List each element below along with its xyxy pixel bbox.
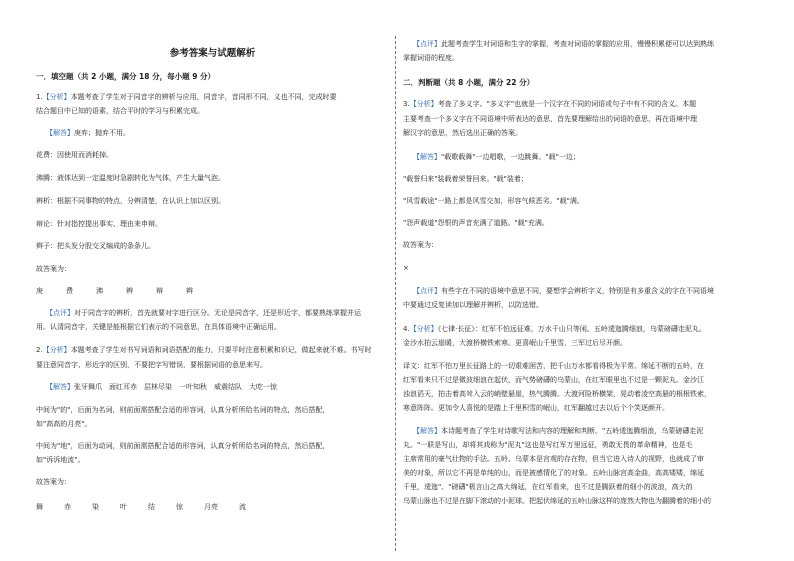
- q1-answer-item: 辫: [186, 287, 193, 295]
- q4-answer-text-1: 本诗题考查了学生对诗歌写法和内容的理解和判断。"五岭逶迤腾细浪，乌蒙磅礴走泥: [441, 427, 704, 435]
- q2-analysis-tag: 【分析】: [42, 346, 71, 354]
- section-true-false-heading: 二．判断题（共 8 小题，满分 22 分）: [403, 78, 535, 87]
- q2-mid-1a: 中间为"的"，后面为名词，则前面需搭配合适的形容词，认真分析所给名词的特点，然后搭配，: [36, 406, 330, 414]
- q2-answer-item: 叶: [120, 503, 127, 511]
- q1-analysis-line-1: [36, 93, 389, 102]
- q4-analysis-line-2: 金沙水拍云崖暖，大渡桥横铁索寒。更喜岷山千里雪，三军过后尽开颜。: [403, 339, 627, 347]
- q2-answer-item: 结: [148, 503, 155, 511]
- top-comment-line-2: 掌握词语的程度。: [403, 54, 459, 62]
- q3-analysis-text-1: 考查了多义字。"多义字"也就是一个汉字在不同的词语或句子中有不同的含义。本题: [437, 100, 697, 108]
- q1-answer-text: 庚弃；抛弃不用。: [74, 129, 130, 137]
- q2-answer-item: 染: [92, 503, 99, 511]
- q1-number: 1.: [36, 93, 43, 101]
- q3-analysis-line-3: 解汉字的意思，然后选出正确的答案。: [403, 129, 522, 137]
- q3-answer: [403, 153, 759, 162]
- column-divider: [395, 36, 396, 551]
- q1-answer-item: 庚: [36, 287, 43, 295]
- q1-line-3: 辨析：根据不同事物的特点，分辨清楚，在认识上加以区别。: [36, 197, 225, 205]
- q3-line-1: "载誉归来"装载着荣誉回来。"载"装着；: [403, 175, 528, 183]
- q2-analysis-line-2: 要注意同音字、形近字的区别，不要把字写错误，要根据词语的意思来写。: [36, 361, 267, 369]
- q1-line-5: 辫子：把头发分股交叉编成的条条儿。: [36, 242, 155, 250]
- q2-answer-tag: 【解答】: [46, 383, 74, 391]
- q2-answer-text: 张牙舞爪 面红耳赤 层林尽染 一叶知秋 威震结队 大吃一惊: [74, 383, 277, 391]
- q4-translation-3: 浊浪滔天，拍击着高耸入云的峭壁悬崖，热气腾腾。大渡河险桥横架，晃动着凌空高悬的根根铁索，: [403, 390, 711, 398]
- q1-comment-text-1: 对于同音字的辨析，首先就要对字进行区分。无论是同音字，还是形近字，都要熟练掌握并运: [74, 309, 361, 317]
- q1-answer-item: 辨: [126, 287, 133, 295]
- q4-analysis-line-1: [403, 325, 759, 334]
- q4-analysis-text-1: 《七律·长征》：红军不怕远征难，万水千山只等闲。五岭逶迤腾细浪，乌蒙磅礴走泥丸。: [437, 325, 706, 333]
- q1-analysis-tag: 【分析】: [42, 93, 71, 101]
- q3-comment-line-2: 中要通过反复读加以理解并辨析，以防选错。: [403, 301, 543, 309]
- q3-comment-tag: 【点评】: [413, 287, 441, 295]
- q3-analysis-line-2: 主要考查一个多义字在不同语境中所表达的意思，首先要理解给出的词语的意思，再在语境中理: [403, 115, 697, 123]
- q3-comment-line-1: [403, 287, 759, 296]
- q2-mid-1b: 如"高高的月亮"。: [36, 420, 92, 428]
- q4-answer-line-6: 乌蒙山脉也不过是在脚下滚动的小泥球。把起伏绵延的五岭山脉这样的庞然大物也为翻腾着的细小的: [403, 497, 711, 505]
- q1-answer: [36, 129, 389, 138]
- q3-answer-tag: 【解答】: [413, 153, 441, 161]
- q3-line-2: "风雪载途"一路上都是风雪交加，形容气候恶劣。"载"满。: [403, 197, 584, 205]
- top-comment-tag: 【点评】: [413, 40, 441, 48]
- q2-analysis-text-1: 本题考查了学生对书写词语和词语搭配的能力，只要平时注意积累和识记，做起来就不难。书写时: [70, 346, 372, 354]
- q1-comment-line-1: [36, 309, 389, 318]
- q2-mid-2b: 如"诉诉地流"。: [36, 456, 85, 464]
- q2-answer-item: 赤: [64, 503, 71, 511]
- q3-answer-mark: ×: [403, 264, 409, 272]
- q4-number: 4.: [403, 325, 410, 333]
- top-comment-line-1: [403, 40, 759, 49]
- q1-analysis-line-2: 结合题目中已知的语素，结合平时的学习与积累完成。: [36, 107, 204, 115]
- q4-answer-line-2: 丸。"一联是写山，却将其戏称为"泥丸"这也是写红军万里远征，勇敢无畏的革命精神，也是毛: [403, 441, 693, 449]
- q1-answer-item: 辩: [156, 287, 163, 295]
- q3-analysis-line-1: [403, 100, 759, 109]
- q2-analysis-line-1: [36, 346, 389, 355]
- q4-answer-line-5: 千里，逶迤"、"磅礴"极言山之高大绵延，在红军看来，也不过是腾跃着的细小的波浪，高大的: [403, 483, 693, 491]
- q2-number: 2.: [36, 346, 43, 354]
- q3-answer-label: 故答案为：: [403, 241, 438, 249]
- q2-answer-list: [36, 503, 389, 512]
- q2-answer-label: 故答案为：: [36, 478, 71, 486]
- q4-answer-tag: 【解答】: [413, 427, 441, 435]
- q2-answer-item: 月亮: [204, 503, 218, 511]
- q1-answer-list: [36, 287, 389, 296]
- q4-answer-line-3: 主席常用的豪气壮物的手法。五岭、乌蒙本是宫观的存在物，但当它进入诗人的视野，也就成了审: [403, 455, 704, 463]
- top-comment-text-1: 此题考查学生对词语和生字的掌握，考查对词语的掌握的应用，慢慢积累便可以达到熟练: [441, 40, 714, 48]
- q4-analysis-tag: 【分析】: [409, 325, 438, 333]
- q1-answer-item: 沸: [96, 287, 103, 295]
- q3-line-3: "怨声载道"怨恨的声音充满了道路。"载"充满。: [403, 219, 549, 227]
- q2-answer-item: 流: [239, 503, 246, 511]
- q3-comment-text-1: 有些字在不同的语境中意思不同，要想学会辨析字义，特别是有多重含义的字在不同语境: [441, 287, 714, 295]
- q4-answer-line-1: [403, 427, 759, 436]
- q1-answer-item: 费: [66, 287, 73, 295]
- q1-answer-label: 故答案为：: [36, 265, 71, 273]
- q1-line-1: 花费：因使用而消耗掉。: [36, 151, 113, 159]
- q4-answer-line-4: 美的对象，所以它不再是单纯的山，而是被感情化了的对象。五岭山脉宫高金曲，高高矮矮，绵延: [403, 469, 704, 477]
- q1-analysis-text-1: 本题考查了学生对于同音字的辨析与应用，同音字，音同形不同，义也不同，完成时要: [70, 93, 337, 101]
- q1-line-4: 辩论：针对指控提出事实、理由来申辩。: [36, 220, 162, 228]
- q2-mid-2a: 中间为"地"，后面为动词，则前面需搭配合适的形容词，认真分析所给名词的特点，然后搭配，: [36, 442, 330, 450]
- q3-analysis-tag: 【分析】: [409, 100, 438, 108]
- q4-translation-1: 译文：红军不怕万里长征路上的一切艰难困苦，把千山万水都看得极为平常。绵延不断的五岭，在: [403, 362, 704, 370]
- q1-comment-line-2: 用。认清同音字，关键是能根据它们表示的不同意思，在具体语境中正确运用。: [36, 323, 281, 331]
- q2-answer-item: 惊: [176, 503, 183, 511]
- q1-line-2: 沸腾：液体达到一定温度时急剧转化为气体，产生大量气泡。: [36, 174, 225, 182]
- q4-translation-2: 红军看来只不过是微波细浪在起伏，而气势磅礴的乌蒙山，在红军眼里也不过是一颗泥丸。金沙江: [403, 376, 704, 384]
- q3-number: 3.: [403, 100, 410, 108]
- q4-translation-4: 寒意阵阵。更加令人喜悦的是踏上千里积雪的岷山，红军翻越过去以后个个笑逐颜开。: [403, 404, 669, 412]
- document-title: 参考答案与试题解析: [169, 48, 256, 59]
- q2-answer: [36, 383, 389, 392]
- q1-comment-tag: 【点评】: [46, 309, 74, 317]
- q2-answer-item: 舞: [36, 503, 43, 511]
- section-fill-in-blank-heading: 一．填空题（共 2 小题，满分 18 分，每小题 9 分）: [36, 72, 216, 81]
- q1-answer-tag: 【解答】: [46, 129, 74, 137]
- q3-answer-text: "载歌载舞"一边唱歌，一边跳舞。"载"一边；: [441, 153, 580, 161]
